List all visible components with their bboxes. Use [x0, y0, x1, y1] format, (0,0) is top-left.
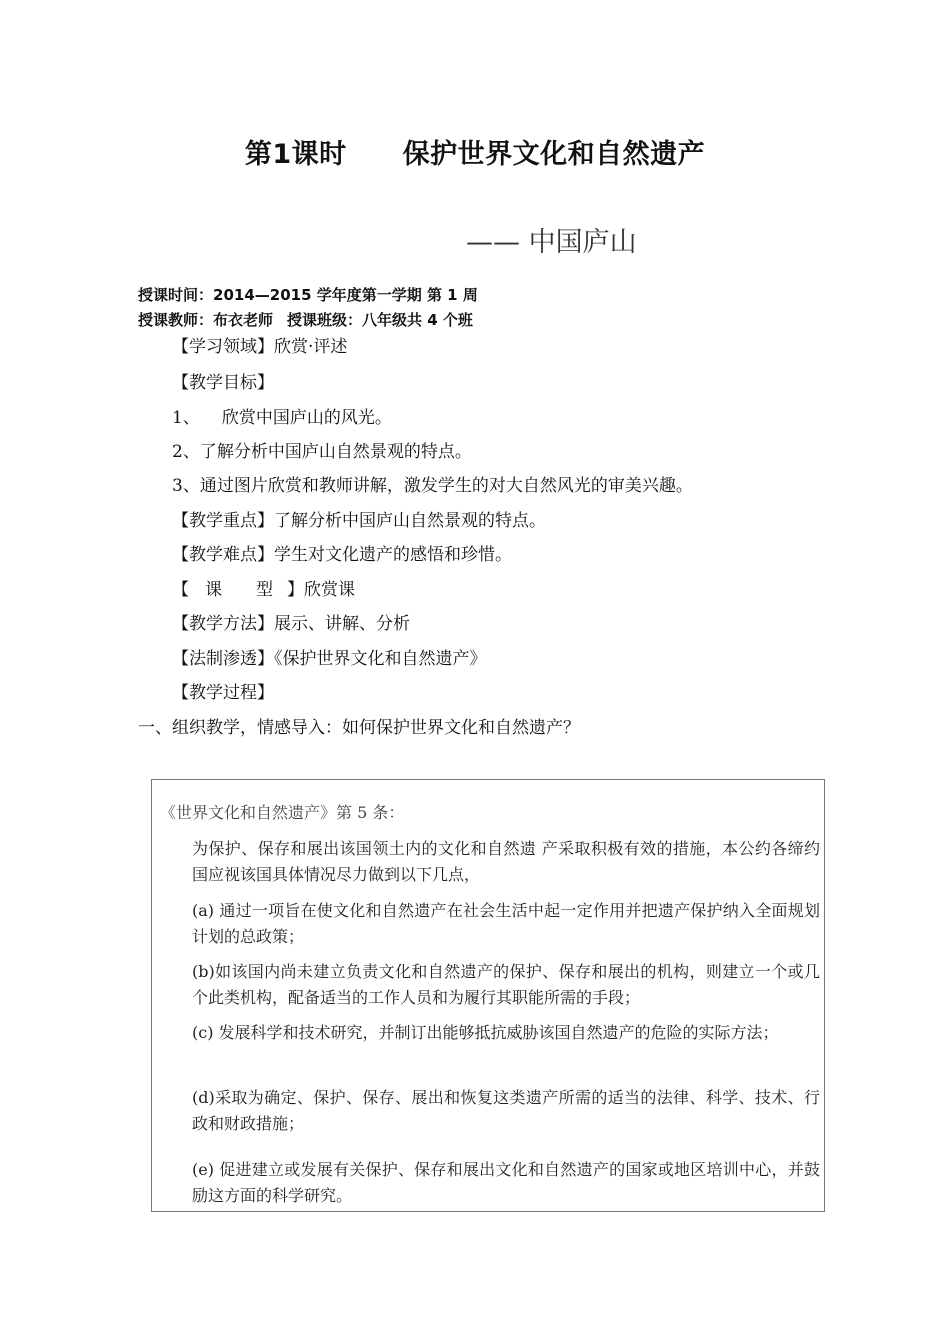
law-education: 【法制渗透】《保护世界文化和自然遗产》	[172, 649, 487, 669]
objective-item	[172, 437, 472, 462]
lesson-number: 第1课时	[244, 139, 347, 170]
lesson-topic: 保护世界文化和自然遗产	[402, 139, 706, 170]
teaching-time	[138, 284, 478, 305]
item-text: (d)采取为确定、保护、保存、展出和恢复这类遗产所需的适当的法律、科学、技术、行政和财政措施；	[192, 1088, 820, 1133]
article-box	[151, 779, 825, 1212]
teacher-value: 布衣老师	[213, 311, 274, 329]
intro-step: 一、组织教学，情感导入：如何保护世界文化和自然遗产？	[138, 718, 580, 738]
article-preamble	[160, 836, 820, 888]
time-label: 授课时间：	[138, 286, 214, 304]
article-item	[160, 1020, 820, 1046]
type-char: 课	[205, 580, 222, 600]
item-text: (e) 促进建立或发展有关保护、保存和展出文化和自然遗产的国家或地区培训中心，并鼓励这方面的科学研究。	[192, 1160, 820, 1205]
bracket-open: 【	[172, 580, 189, 600]
objective-item	[172, 471, 693, 496]
objective-item	[172, 403, 392, 428]
objectives-heading: 【教学目标】	[172, 373, 274, 393]
teaching-info	[138, 309, 473, 330]
key-point: 【教学重点】了解分析中国庐山自然景观的特点。	[172, 511, 546, 531]
article-item	[160, 898, 820, 950]
learning-domain: 【学习领域】欣赏·评述	[172, 337, 348, 357]
objective-number: 3、	[172, 476, 200, 496]
class-label: 授课班级：	[287, 311, 363, 329]
lesson-title	[0, 132, 950, 171]
article-item	[160, 1157, 820, 1209]
class-value: 八年级共 4 个班	[362, 311, 473, 329]
teacher-label: 授课教师：	[138, 311, 214, 329]
objective-text: 欣赏中国庐山的风光。	[221, 408, 392, 428]
time-value: 2014—2015 学年度第一学期 第 1 周	[213, 286, 478, 304]
item-text: (c) 发展科学和技术研究，并制订出能够抵抗威胁该国自然遗产的危险的实际方法；	[192, 1023, 779, 1042]
objective-text: 通过图片欣赏和教师讲解，激发学生的对大自然风光的审美兴趣。	[199, 476, 693, 496]
lesson-type	[172, 575, 355, 600]
objective-text: 了解分析中国庐山自然景观的特点。	[199, 442, 472, 462]
article-item	[160, 959, 820, 1011]
type-value: 】欣赏课	[287, 580, 355, 600]
process-heading: 【教学过程】	[172, 683, 274, 703]
article-heading: 《世界文化和自然遗产》第 5 条：	[160, 803, 405, 822]
item-text: (b)如该国内尚未建立负责文化和自然遗产的保护、保存和展出的机构，则建立一个或几个此类机构，配备适当的工作人员和为履行其职能所需的手段；	[192, 962, 820, 1007]
difficulty: 【教学难点】学生对文化遗产的感悟和珍惜。	[172, 545, 512, 565]
type-char: 型	[256, 580, 273, 600]
teaching-method: 【教学方法】展示、讲解、分析	[172, 614, 410, 634]
objective-number: 1、	[172, 408, 200, 428]
lesson-subtitle: —— 中国庐山	[466, 227, 637, 258]
objective-number: 2、	[172, 442, 200, 462]
article-item	[160, 1085, 820, 1137]
preamble-text: 为保护、保存和展出该国领土内的文化和自然遗 产采取积极有效的措施，本公约各缔约国应视该国具体情况尽力做到以下几点，	[192, 839, 820, 884]
item-text: (a) 通过一项旨在使文化和自然遗产在社会生活中起一定作用并把遗产保护纳入全面规划计划的总政策；	[192, 901, 820, 946]
